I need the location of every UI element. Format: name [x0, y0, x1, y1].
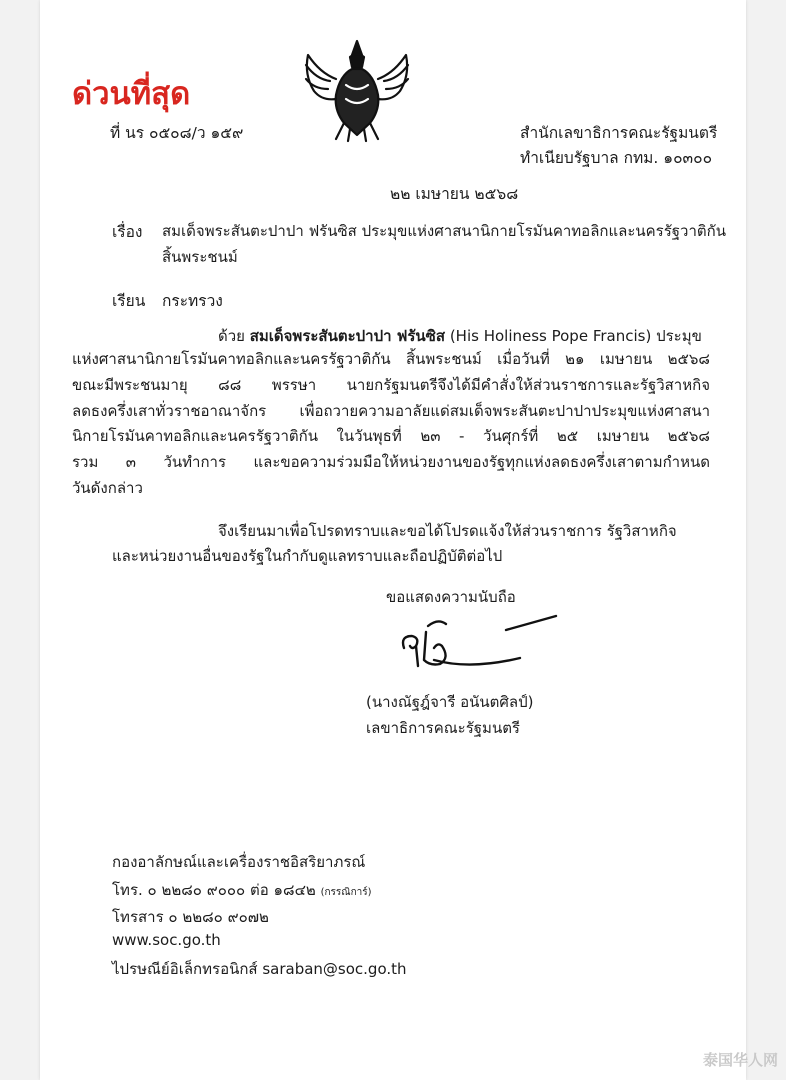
sender-address: ทำเนียบรัฐบาล กทม. ๑๐๓๐๐	[520, 149, 713, 167]
para1-line-5: นิกายโรมันคาทอลิกและนครรัฐวาติกัน ในวันพุธที่ ๒๓ - วันศุกร์ที่ ๒๕ เมษายน ๒๕๖๘	[72, 427, 710, 446]
reference-number: ที่ นร ๐๕๐๘/ว ๑๕๙	[110, 124, 244, 142]
para1-line-7: วันดังกล่าว	[72, 478, 143, 497]
footer-email[interactable]: ไปรษณีย์อิเล็กทรอนิกส์ saraban@soc.go.th	[112, 960, 407, 978]
signer-title: เลขาธิการคณะรัฐมนตรี	[366, 719, 520, 737]
garuda-emblem-icon	[300, 35, 415, 145]
para1-lead: ด้วย	[218, 327, 245, 345]
para2-line-2: และหน่วยงานอื่นของรัฐในกำกับดูแลทราบและถือปฏิบัติต่อไป	[112, 547, 503, 565]
footer-department: กองอาลักษณ์และเครื่องราชอิสริยาภรณ์	[112, 853, 366, 871]
closing-phrase: ขอแสดงความนับถือ	[386, 588, 516, 606]
signer-name: (นางณัฐฎ์จารี อนันตศิลป์)	[366, 693, 534, 711]
subject-label: เรื่อง	[112, 223, 143, 241]
footer-website[interactable]: www.soc.go.th	[112, 931, 221, 949]
body-paragraph-1	[72, 347, 710, 502]
subject-line-1: สมเด็จพระสันตะปาปา ฟรันซิส ประมุขแห่งศาสนานิกายโรมันคาทอลิกและนครรัฐวาติกัน	[162, 222, 726, 240]
footer-fax: โทรสาร ๐ ๒๒๘๐ ๙๐๗๒	[112, 908, 269, 926]
letter-date: ๒๒ เมษายน ๒๕๖๘	[390, 185, 519, 203]
para1-first-line	[218, 324, 702, 348]
subject-line-2: สิ้นพระชนม์	[162, 248, 238, 266]
to-value: กระทรวง	[162, 292, 223, 310]
para2-line-1: จึงเรียนมาเพื่อโปรดทราบและขอได้โปรดแจ้งให้ส่วนราชการ รัฐวิสาหกิจ	[218, 522, 677, 540]
para1-line-3: ขณะมีพระชนมายุ ๘๘ พรรษา นายกรัฐมนตรีจึงได้มีคำสั่งให้ส่วนราชการและรัฐวิสาหกิจ	[72, 375, 710, 394]
footer-telephone	[112, 878, 372, 902]
watermark: 泰国华人网	[702, 1051, 778, 1069]
pope-name-english: (His Holiness Pope Francis) ประมุข	[449, 327, 702, 345]
urgency-heading: ด่วนที่สุด	[72, 76, 191, 112]
footer-tel-note: (กรรณิการ์)	[320, 887, 372, 898]
pope-name: สมเด็จพระสันตะปาปา ฟรันซิส	[249, 327, 446, 345]
para1-line-6: รวม ๓ วันทำการ และขอความร่วมมือให้หน่วยงานของรัฐทุกแห่งลดธงครึ่งเสาตามกำหนด	[72, 453, 710, 472]
footer-tel-number: โทร. ๐ ๒๒๘๐ ๙๐๐๐ ต่อ ๑๘๔๒	[112, 881, 316, 899]
para1-line-2: แห่งศาสนานิกายโรมันคาทอลิกและนครรัฐวาติกัน สิ้นพระชนม์ เมื่อวันที่ ๒๑ เมษายน ๒๕๖๘	[72, 350, 710, 368]
to-label: เรียน	[112, 292, 146, 310]
signature-image	[360, 610, 560, 670]
sender-office: สำนักเลขาธิการคณะรัฐมนตรี	[520, 124, 718, 142]
para1-line-4: ลดธงครึ่งเสาทั่วราชอาณาจักร เพื่อถวายความอาลัยแด่สมเด็จพระสันตะปาปาประมุขแห่งศาสนา	[72, 401, 710, 420]
